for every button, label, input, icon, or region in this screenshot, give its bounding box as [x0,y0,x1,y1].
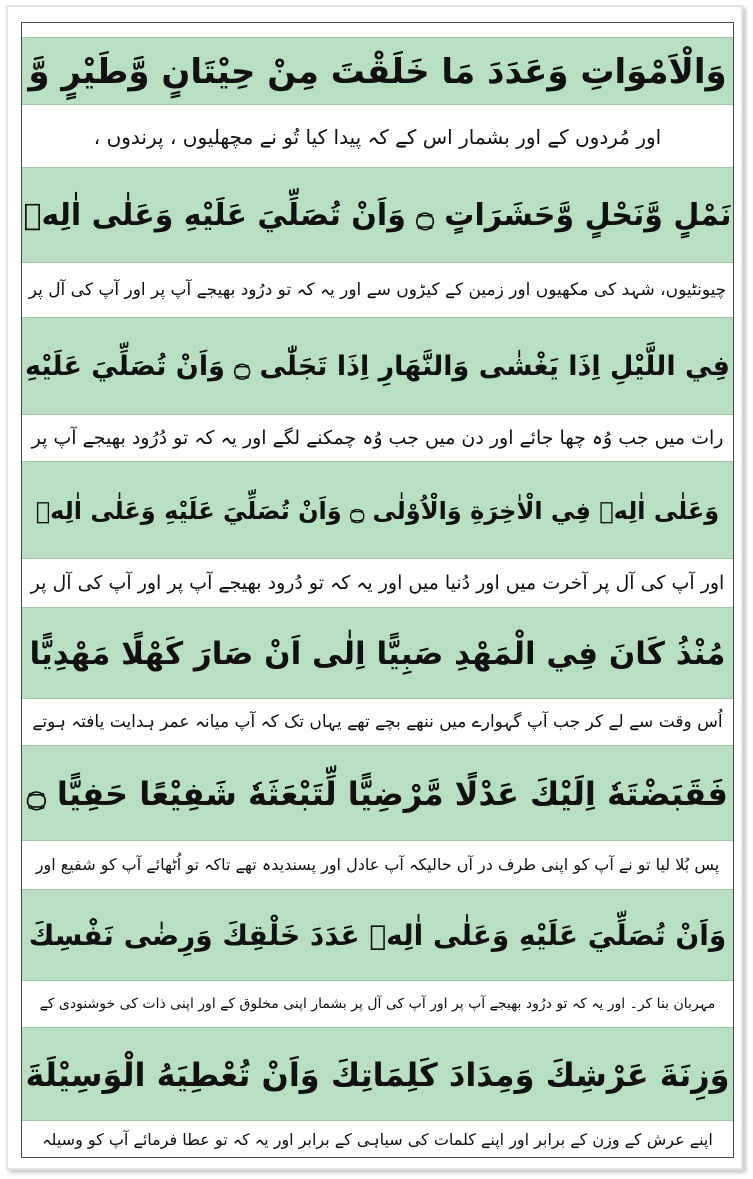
urdu-line-1: اور مُردوں کے اور بشمار اس کے کہ پیدا کیا تُو نے مچھلیوں ، پرندوں ، [22,109,733,165]
urdu-line-2: چیونٹیوں، شہد کی مکھیوں اور زمین کے کیڑوں سے اور یہ کہ تو درُود بھیجے آپ پر اور آپ کی آل پر [22,265,733,315]
urdu-line-3: رات میں جب وُہ چھا جائے اور دن میں جب وُہ چمکنے لگے اور یہ کہ تو دُرُود بھیجے آپ پر [22,417,733,459]
urdu-line-8: اپنے عرش کے وزن کے برابر اور اپنے کلمات کی سیاہی کے برابر اور یہ کہ تو عطا فرمائے آپ کو وسیلہ [22,1123,733,1157]
arabic-line-5: مُنْذُ كَانَ فِي الْمَهْدِ صَبِيًّا اِلٰى اَنْ صَارَ كَهْلًا مَهْدِيًّا [22,607,733,699]
arabic-line-2: نَمْلٍ وَّنَحْلٍ وَّحَشَرَاتٍ ۝ وَاَنْ تُصَلِّيَ عَلَيْهِ وَعَلٰى اٰلِهٖ [22,167,733,263]
urdu-line-4: اور آپ کی آل پر آخرت میں اور دُنیا میں اور یہ کہ تو دُرود بھیجے آپ پر اور آپ کی آل پر [22,561,733,605]
arabic-line-7: وَاَنْ تُصَلِّيَ عَلَيْهِ وَعَلٰى اٰلِهٖ عَدَدَ خَلْقِكَ وَرِضٰى نَفْسِكَ [22,889,733,981]
text-panel [21,22,734,1158]
arabic-line-4: وَعَلٰى اٰلِهٖ فِي الْاٰخِرَةِ وَالْاُوْلٰى ۝ وَاَنْ تُصَلِّيَ عَلَيْهِ وَعَلٰى اٰلِهٖ [22,461,733,559]
urdu-line-7: مہربان بنا کر۔ اور یہ کہ تو درُود بھیجے آپ پر اور آپ کی آل پر بشمار اپنی مخلوق کے اور اپنی ذات کی خوشنودی کے [22,983,733,1025]
page-frame [6,5,743,1170]
arabic-line-1: وَالْاَمْوَاتِ وَعَدَدَ مَا خَلَقْتَ مِنْ حِيْتَانٍ وَّطَيْرٍ وَّ [22,37,733,105]
arabic-line-6: فَقَبَضْتَهٗ اِلَيْكَ عَدْلًا مَّرْضِيًّا لِّتَبْعَثَهٗ شَفِيْعًا حَفِيًّا ۝ [22,745,733,841]
urdu-line-5: اُس وقت سے لے کر جب آپ گہوارے میں ننھے بچے تھے یہاں تک کہ آپ میانہ عمر ہدایت یافتہ ہوتے [22,701,733,743]
urdu-line-6: پس بُلا لیا تو نے آپ کو اپنی طرف در آں حالیکہ آپ عادل اور پسندیدہ تھے تاکہ تو اُٹھائے آپ کو شفیع اور [22,843,733,887]
arabic-line-3: فِي اللَّيْلِ اِذَا يَغْشٰى وَالنَّهَارِ اِذَا تَجَلّٰى ۝ وَاَنْ تُصَلِّيَ عَلَيْهِ [22,317,733,415]
arabic-line-8: وَزِنَةَ عَرْشِكَ وَمِدَادَ كَلِمَاتِكَ وَاَنْ تُعْطِيَهُ الْوَسِيْلَةَ [22,1027,733,1121]
